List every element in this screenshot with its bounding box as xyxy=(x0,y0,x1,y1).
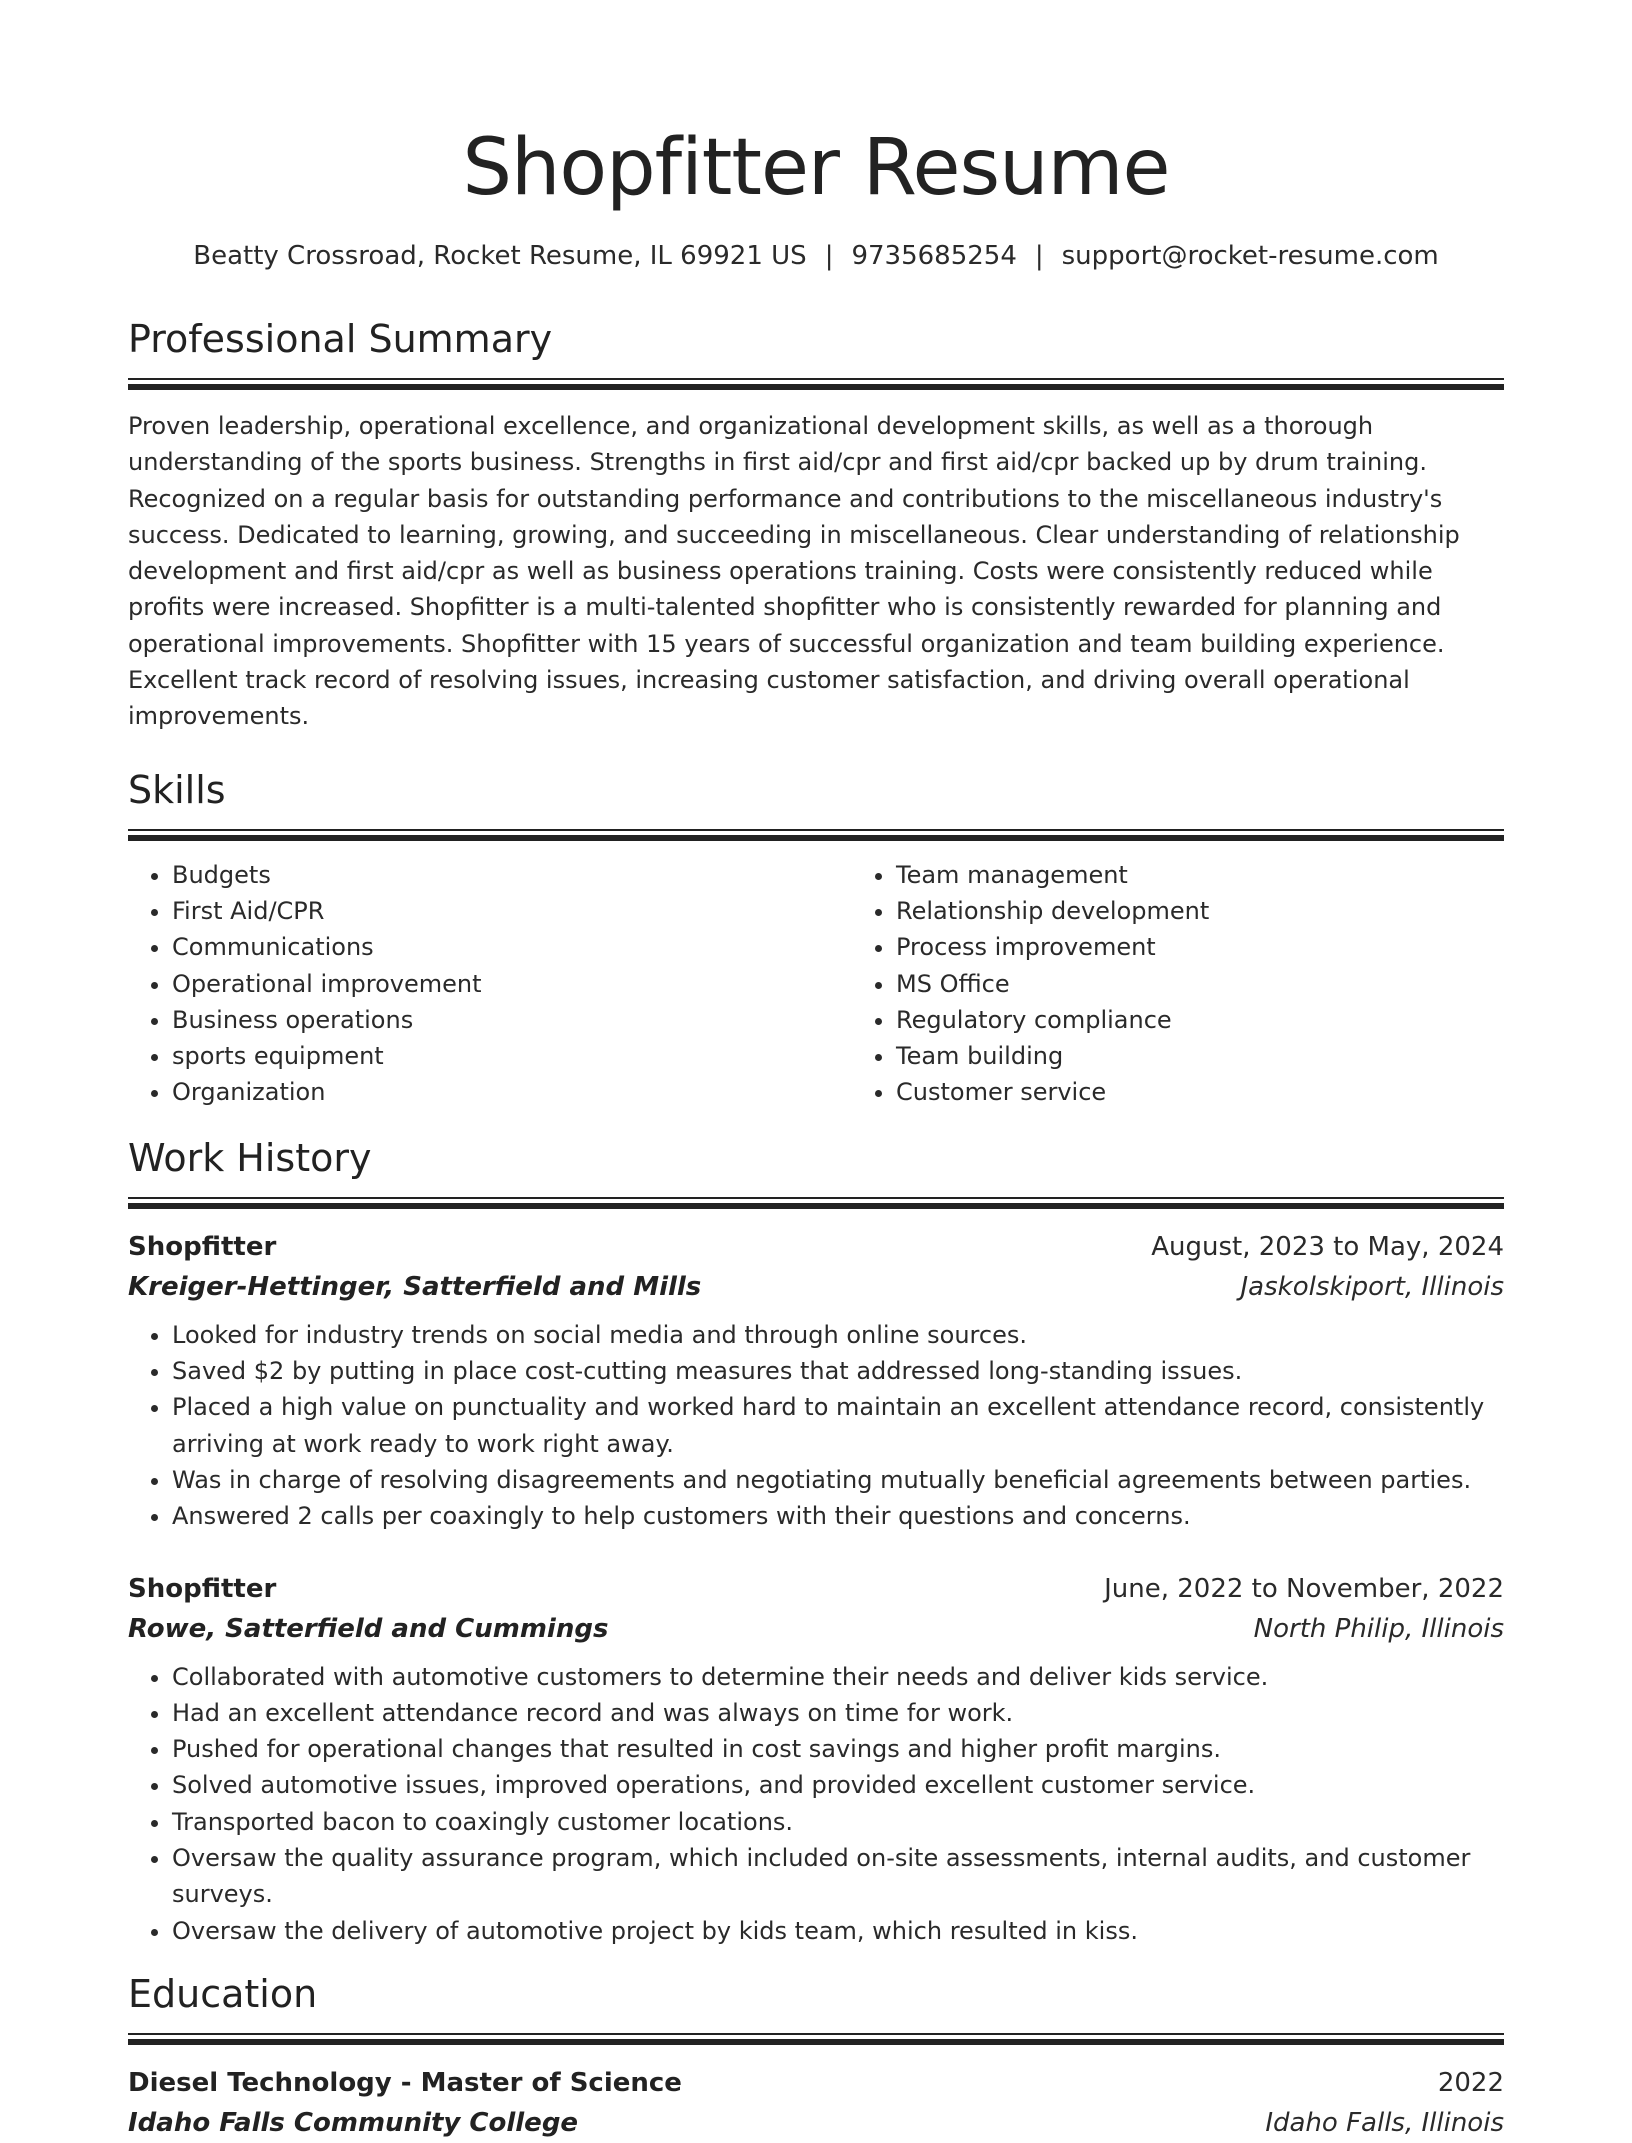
section-divider xyxy=(128,2033,1504,2045)
job-location: Jaskolskiport, Illinois xyxy=(1240,1271,1504,1302)
job-header-row xyxy=(128,1569,1504,1609)
skills-columns xyxy=(128,857,1504,1111)
section-divider xyxy=(128,1197,1504,1209)
contact-line xyxy=(128,238,1504,274)
skill-item: • First Aid/CPR xyxy=(172,893,852,929)
job-dates: June, 2022 to November, 2022 xyxy=(1104,1573,1504,1604)
job-bullet: • Had an excellent attendance record and was always on time for work. xyxy=(172,1695,1504,1731)
skill-item: • Operational improvement xyxy=(172,966,852,1002)
job-company: Kreiger-Hettinger, Satterfield and Mills xyxy=(128,1271,702,1302)
resume-title: Shopfitter Resume xyxy=(462,123,1170,213)
summary-heading: Professional Summary xyxy=(128,317,553,361)
job-bullet: • Pushed for operational changes that resulted in cost savings and higher profit margins. xyxy=(172,1731,1504,1767)
job-bullet: • Solved automotive issues, improved operations, and provided excellent customer service. xyxy=(172,1767,1504,1803)
education-school: Idaho Falls Community College xyxy=(128,2107,579,2138)
section-divider xyxy=(128,378,1504,390)
job-bullet: • Oversaw the delivery of automotive project by kids team, which resulted in kiss. xyxy=(172,1913,1504,1949)
contact-email: support@rocket-resume.com xyxy=(1061,241,1439,271)
job-bullets xyxy=(128,1317,1504,1535)
skill-item: • Customer service xyxy=(896,1074,1576,1110)
education-section xyxy=(128,1969,1504,2143)
summary-section xyxy=(128,314,1504,735)
skills-heading: Skills xyxy=(128,767,226,812)
skill-item: • Team management xyxy=(896,857,1576,893)
job-company-row xyxy=(128,1267,1504,1307)
resume-page xyxy=(128,0,1504,2143)
job-bullet: • Transported bacon to coaxingly customer locations. xyxy=(172,1804,1504,1840)
skill-item: • Process improvement xyxy=(896,929,1576,965)
job-title: Shopfitter xyxy=(128,1573,277,1604)
skill-item: • Organization xyxy=(172,1074,852,1110)
job-company: Rowe, Satterfield and Cummings xyxy=(128,1613,609,1644)
skill-item: • Communications xyxy=(172,929,852,965)
section-divider xyxy=(128,829,1504,841)
skill-item: • Relationship development xyxy=(896,893,1576,929)
skill-item: • sports equipment xyxy=(172,1038,852,1074)
work-history-heading: Work History xyxy=(128,1135,372,1180)
contact-address: Beatty Crossroad, Rocket Resume, IL 69921 US xyxy=(193,241,807,271)
skill-item: • Budgets xyxy=(172,857,852,893)
skills-section xyxy=(128,765,1504,1111)
summary-text: Proven leadership, operational excellence, and organizational development skills, as well as a thorough understanding of the sports business. Strengths in first aid/cpr and first aid/cpr backed up by drum training. Recognized on a regular basis for outstanding performance and contributions to the miscellaneous industry's success. Dedicated to learning, growing, and succeeding in miscellaneous. Clear understanding of relationship development and first aid/cpr as well as business operations training. Costs were consistently reduced while profits were increased. Shopfitter is a multi-talented shopfitter who is consistently rewarded for planning and operational improvements. Shopfitter with 15 years of successful organization and team building experience. Excellent track record of resolving issues, increasing customer satisfaction, and driving overall operational improvements. xyxy=(128,412,1460,731)
job-dates: August, 2023 to May, 2024 xyxy=(1151,1231,1504,1262)
skill-item: • Business operations xyxy=(172,1002,852,1038)
education-school-row xyxy=(128,2103,1504,2143)
job-bullet: • Looked for industry trends on social media and through online sources. xyxy=(172,1317,1504,1353)
job-header-row xyxy=(128,1227,1504,1267)
education-location: Idaho Falls, Illinois xyxy=(1265,2107,1504,2138)
education-degree: Diesel Technology - Master of Science xyxy=(128,2067,682,2098)
education-entry xyxy=(128,2063,1504,2143)
job-bullets xyxy=(128,1659,1504,1949)
education-year: 2022 xyxy=(1437,2067,1504,2098)
job-company-row xyxy=(128,1609,1504,1649)
skills-left-list xyxy=(128,857,852,1111)
job-bullet: • Collaborated with automotive customers to determine their needs and deliver kids service. xyxy=(172,1659,1504,1695)
job-bullet: • Was in charge of resolving disagreements and negotiating mutually beneficial agreements between parties. xyxy=(172,1462,1504,1498)
education-heading: Education xyxy=(128,1971,318,2016)
contact-separator: | xyxy=(1034,241,1044,271)
work-history-section xyxy=(128,1133,1504,1949)
contact-separator: | xyxy=(824,241,834,271)
job-entry xyxy=(128,1227,1504,1535)
job-bullet: • Placed a high value on punctuality and worked hard to maintain an excellent attendance record, consistently arriving at work ready to work right away. xyxy=(172,1389,1504,1462)
skill-item: • Team building xyxy=(896,1038,1576,1074)
job-location: North Philip, Illinois xyxy=(1253,1613,1504,1644)
job-bullet: • Saved $2 by putting in place cost-cutting measures that addressed long-standing issues. xyxy=(172,1353,1504,1389)
job-title: Shopfitter xyxy=(128,1231,277,1262)
skill-item: • MS Office xyxy=(896,966,1576,1002)
skill-item: • Regulatory compliance xyxy=(896,1002,1576,1038)
job-bullet: • Answered 2 calls per coaxingly to help customers with their questions and concerns. xyxy=(172,1498,1504,1534)
job-bullet: • Oversaw the quality assurance program, which included on-site assessments, internal audits, and customer surveys. xyxy=(172,1840,1504,1913)
contact-phone: 9735685254 xyxy=(851,241,1017,271)
education-degree-row xyxy=(128,2063,1504,2103)
job-entry xyxy=(128,1569,1504,1949)
skills-right-list xyxy=(852,857,1576,1111)
